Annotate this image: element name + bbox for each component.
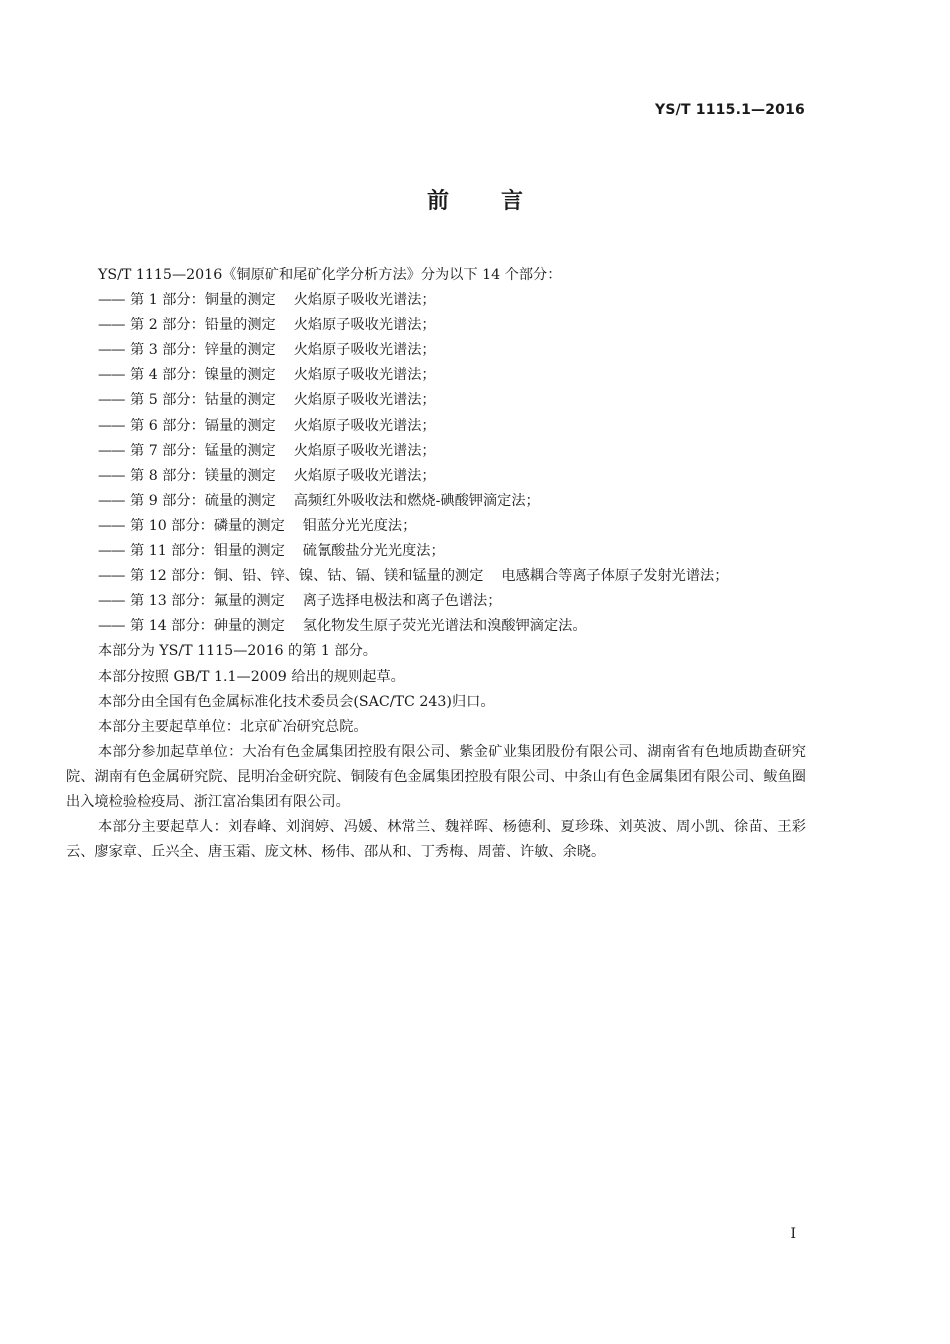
part-label: 第 2 部分：铅量的测定 [130,317,276,334]
part-item [66,338,806,363]
part-dash: —— [98,392,125,409]
foreword-body [66,263,806,865]
part-dash: —— [98,568,125,585]
part-method: 电感耦合等离子体原子发射光谱法； [501,568,729,585]
part-method: 氢化物发生原子荧光光谱法和溴酸钾滴定法。 [302,618,587,635]
part-method: 火焰原子吸收光谱法； [293,292,436,309]
participating-units: 本部分参加起草单位：大冶有色金属集团控股有限公司、紫金矿业集团股份有限公司、湖南省有色地质勘查研究院、湖南有色金属研究院、昆明冶金研究院、铜陵有色金属集团控股有限公司、中条山有色金属集团有限公司、鲅鱼圈出入境检验检疫局、浙江富冶集团有限公司。 [66,743,806,810]
part-dash: —— [98,593,125,610]
page-title: 前言 [426,189,575,214]
statement-committee: 本部分由全国有色金属标准化技术委员会(SAC/TC 243)归口。 [98,693,495,710]
page-number: I [790,1226,796,1242]
part-method: 火焰原子吸收光谱法； [293,342,436,359]
part-item [66,439,806,464]
part-label: 第 7 部分：锰量的测定 [130,442,276,459]
statement-drafting-rules: 本部分按照 GB/T 1.1—2009 给出的规则起草。 [98,668,405,685]
statement-main-drafter-unit: 本部分主要起草单位：北京矿冶研究总院。 [98,718,368,735]
part-dash: —— [98,543,125,560]
part-label: 第 10 部分：磷量的测定 [130,517,285,534]
part-item [66,313,806,338]
part-label: 第 3 部分：锌量的测定 [130,342,276,359]
part-label: 第 12 部分：铜、铅、锌、镍、钴、镉、镁和锰量的测定 [130,568,484,585]
part-dash: —— [98,492,125,509]
part-dash: —— [98,442,125,459]
part-label: 第 11 部分：钼量的测定 [130,543,285,560]
part-item [66,414,806,439]
part-label: 第 9 部分：硫量的测定 [130,492,276,509]
part-item [66,614,806,639]
part-dash: —— [98,317,125,334]
part-label: 第 6 部分：镉量的测定 [130,417,276,434]
part-label: 第 13 部分：氟量的测定 [130,593,285,610]
part-method: 离子选择电极法和离子色谱法； [302,593,502,610]
part-dash: —— [98,417,125,434]
part-item [66,539,806,564]
part-label: 第 4 部分：镍量的测定 [130,367,276,384]
drafters: 本部分主要起草人：刘春峰、刘润婷、冯媛、林常兰、魏祥晖、杨德利、夏珍珠、刘英波、周小凯、徐苗、王彩云、廖家章、丘兴全、唐玉霜、庞文林、杨伟、邵从和、丁秀梅、周蕾、许敏、余晓。 [66,819,806,861]
part-label: 第 8 部分：镁量的测定 [130,467,276,484]
part-method: 火焰原子吸收光谱法； [293,442,436,459]
part-item [66,489,806,514]
part-item [66,288,806,313]
part-item [66,388,806,413]
part-method: 火焰原子吸收光谱法； [293,317,436,334]
part-method: 火焰原子吸收光谱法； [293,467,436,484]
intro-line: YS/T 1115—2016《铜原矿和尾矿化学分析方法》分为以下 14 个部分： [98,267,562,283]
part-method: 高频红外吸收法和燃烧-碘酸钾滴定法； [293,492,540,509]
part-dash: —— [98,342,125,359]
part-item [66,464,806,489]
part-item [66,564,806,589]
part-method: 钼蓝分光光度法； [302,517,417,534]
part-dash: —— [98,467,125,484]
part-label: 第 14 部分：砷量的测定 [130,618,285,635]
part-dash: —— [98,618,125,635]
part-label: 第 1 部分：铜量的测定 [130,292,276,309]
part-dash: —— [98,517,125,534]
part-label: 第 5 部分：钴量的测定 [130,392,276,409]
part-method: 火焰原子吸收光谱法； [293,417,436,434]
part-method: 火焰原子吸收光谱法； [293,392,436,409]
part-method: 火焰原子吸收光谱法； [293,367,436,384]
part-dash: —— [98,292,125,309]
part-item [66,589,806,614]
parts-list [66,288,806,639]
statement-part-number: 本部分为 YS/T 1115—2016 的第 1 部分。 [98,643,377,660]
part-method: 硫氰酸盐分光光度法； [302,543,445,560]
standard-code: YS/T 1115.1—2016 [655,102,805,118]
part-item [66,514,806,539]
part-item [66,363,806,388]
part-dash: —— [98,367,125,384]
